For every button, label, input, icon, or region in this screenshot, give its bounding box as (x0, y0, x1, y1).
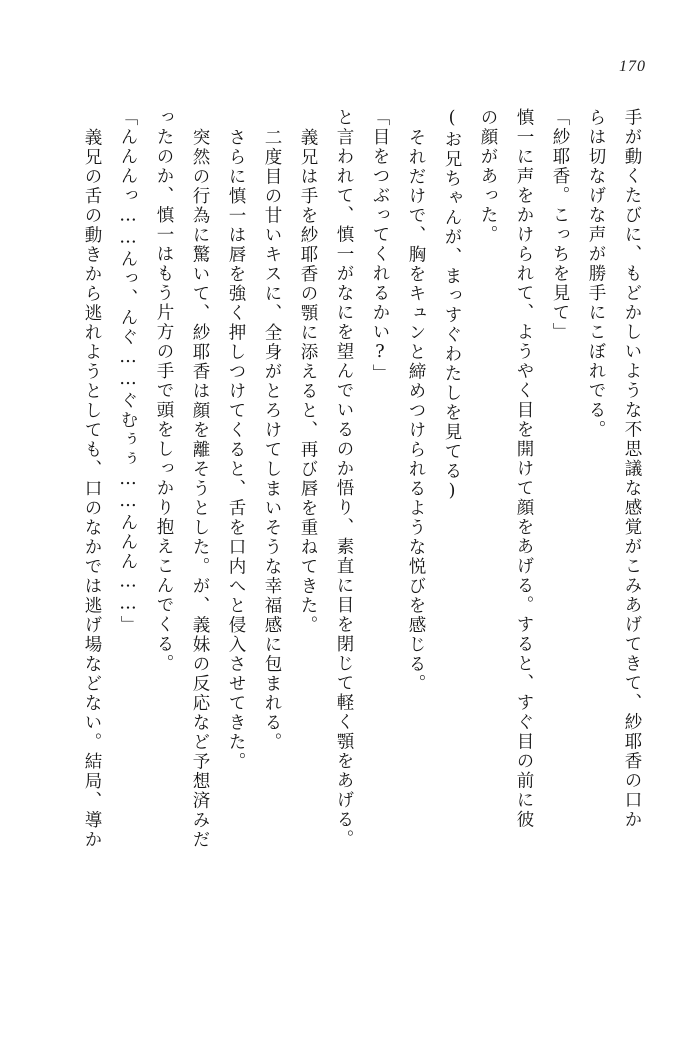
vertical-text-body (44, 108, 650, 988)
text-line: らは切なげな声が勝手にこぼれでる。 (586, 108, 606, 440)
text-line: 「目をつぶってくれるかい?」 (370, 108, 390, 384)
text-line: 義兄は手を紗耶香の顎に添えると、再び唇を重ねてきた。 (298, 128, 318, 635)
page-number: 170 (619, 58, 646, 75)
text-line: の顔があった。 (478, 108, 498, 245)
text-line: ったのか、慎一はもう片方の手で頭をしっかり抱えこんでくる。 (154, 108, 174, 674)
text-line: 突然の行為に驚いて、紗耶香は顔を離そうとした。が、義妹の反応など予想済みだ (190, 128, 210, 850)
text-line: 慎一に声をかけられて、ようやく目を開けて顔をあげる。すると、すぐ目の前に彼 (514, 108, 534, 830)
text-line: それだけで、胸をキュンと締めつけられるような悦びを感じる。 (406, 128, 426, 694)
text-line: さらに慎一は唇を強く押しつけてくると、舌を口内へと侵入させてきた。 (226, 128, 246, 772)
text-line: 二度目の甘いキスに、全身がとろけてしまいそうな幸福感に包まれる。 (262, 128, 282, 752)
text-line: (お兄ちゃんが、まっすぐわたしを見てる) (442, 108, 462, 503)
text-line: 手が動くたびに、もどかしいような不思議な感覚がこみあげてきて、紗耶香の口か (622, 108, 642, 830)
text-line: 義兄の舌の動きから逃れようとしても、口のなかでは逃げ場などない。結局、導か (82, 128, 102, 850)
text-line: と言われて、慎一がなにを望んでいるのか悟り、素直に目を閉じて軽く顎をあげる。 (334, 108, 354, 849)
text-line: 「紗耶香。こっちを見て」 (550, 108, 570, 342)
text-line: 「んんんっ……んっ、んぐ……ぐむぅぅ……んんん……」 (118, 108, 138, 635)
